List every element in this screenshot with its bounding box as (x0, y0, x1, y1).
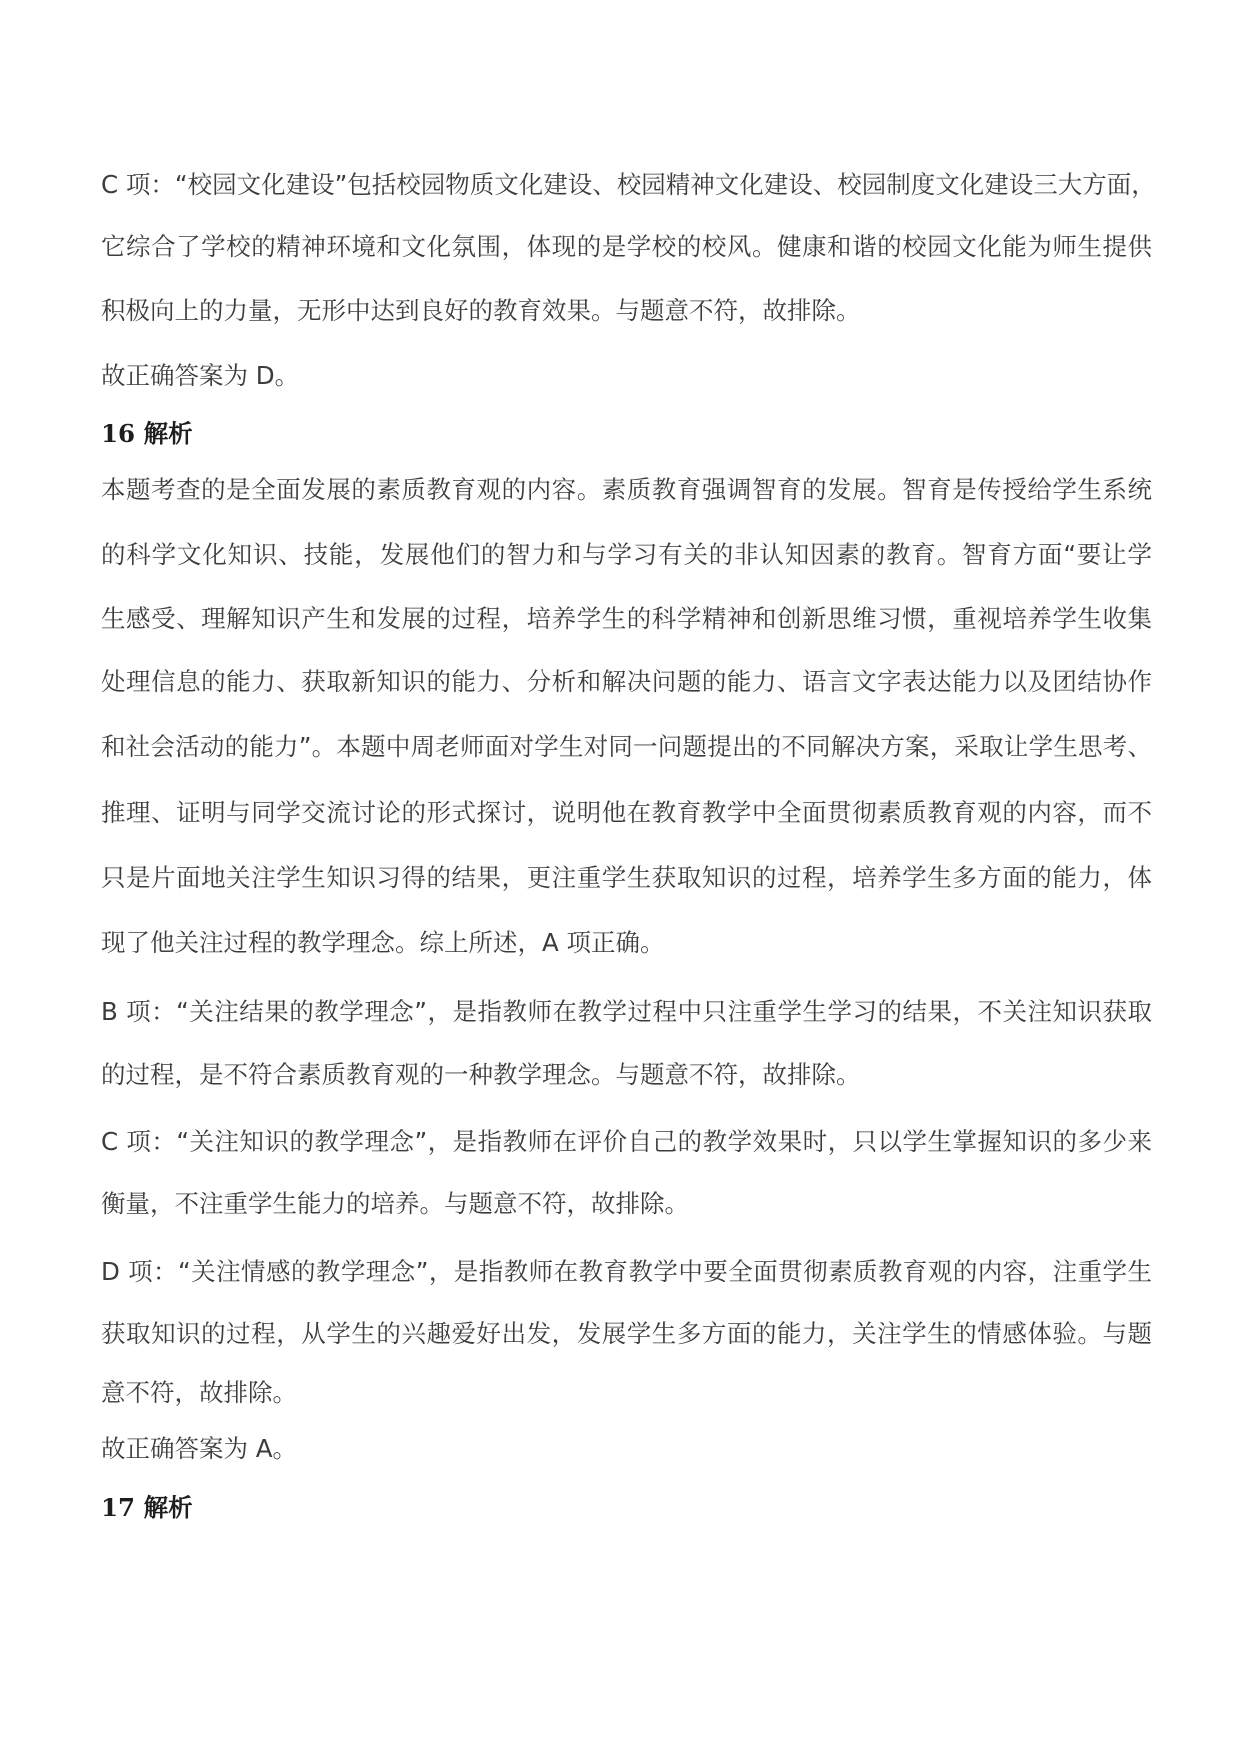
text-line: 衡量，不注重学生能力的培养。与题意不符，故排除。 (101, 1189, 689, 1218)
text-line: 获取知识的过程，从学生的兴趣爱好出发，发展学生多方面的能力，关注学生的情感体验。与题 (101, 1319, 1152, 1348)
text-line: 的过程，是不符合素质教育观的一种教学理念。与题意不符，故排除。 (101, 1060, 861, 1089)
text-line: C 项：“关注知识的教学理念”，是指教师在评价自己的教学效果时，只以学生掌握知识的多少来 (101, 1127, 1152, 1156)
text-line: 故正确答案为 A。 (101, 1434, 298, 1463)
text-line: 生感受、理解知识产生和发展的过程，培养学生的科学精神和创新思维习惯，重视培养学生收集 (101, 604, 1152, 633)
text-line: 的科学文化知识、技能，发展他们的智力和与学习有关的非认知因素的教育。智育方面“要让学 (101, 540, 1152, 569)
text-line: 积极向上的力量，无形中达到良好的教育效果。与题意不符，故排除。 (101, 296, 861, 325)
text-line: 推理、证明与同学交流讨论的形式探讨，说明他在教育教学中全面贯彻素质教育观的内容，而不 (101, 798, 1152, 827)
text-line: 意不符，故排除。 (101, 1378, 297, 1407)
section-heading: 17 解析 (101, 1493, 193, 1522)
text-line: 处理信息的能力、获取新知识的能力、分析和解决问题的能力、语言文字表达能力以及团结协作 (101, 667, 1152, 696)
section-heading: 16 解析 (101, 419, 193, 448)
text-line: C 项：“校园文化建设”包括校园物质文化建设、校园精神文化建设、校园制度文化建设三大方面， (101, 170, 1156, 199)
text-line: 故正确答案为 D。 (101, 361, 300, 390)
text-line: 本题考查的是全面发展的素质教育观的内容。素质教育强调智育的发展。智育是传授给学生系统 (101, 475, 1152, 504)
text-line: D 项：“关注情感的教学理念”，是指教师在教育教学中要全面贯彻素质教育观的内容，注重学生 (101, 1257, 1152, 1286)
text-line: 和社会活动的能力”。本题中周老师面对学生对同一问题提出的不同解决方案，采取让学生思考、 (101, 732, 1152, 761)
text-line: 现了他关注过程的教学理念。综上所述，A 项正确。 (101, 928, 665, 957)
text-line: 只是片面地关注学生知识习得的结果，更注重学生获取知识的过程，培养学生多方面的能力，体 (101, 863, 1152, 892)
text-line: B 项：“关注结果的教学理念”，是指教师在教学过程中只注重学生学习的结果，不关注知识获取 (101, 997, 1152, 1026)
text-line: 它综合了学校的精神环境和文化氛围，体现的是学校的校风。健康和谐的校园文化能为师生提供 (101, 232, 1152, 261)
